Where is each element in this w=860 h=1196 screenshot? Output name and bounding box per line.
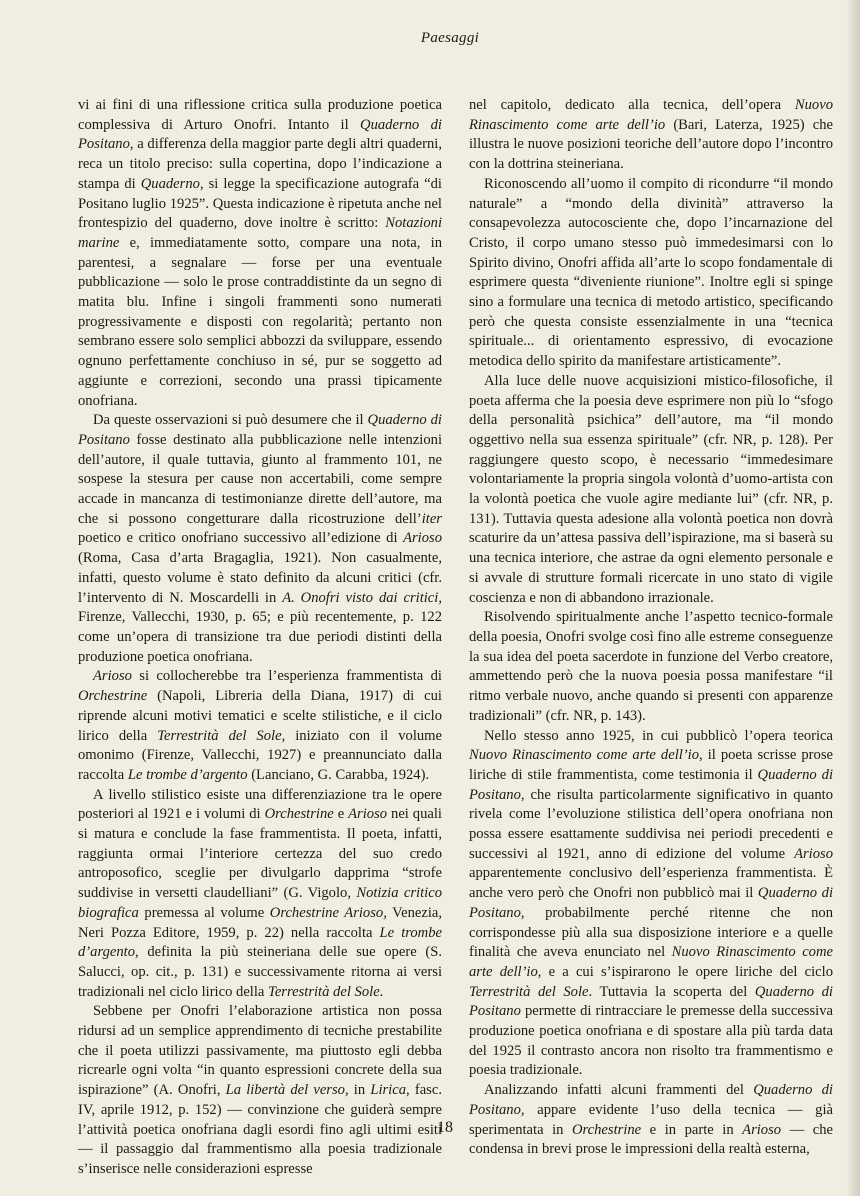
text-run: e xyxy=(333,806,349,823)
italic-title: La libertà del verso xyxy=(225,1082,345,1099)
text-run: A livello stilistico esiste una differenziazione tra le opere posteriori al 1921 e i volumi di xyxy=(78,786,442,823)
paragraph xyxy=(78,96,442,411)
text-run: Firenze, Vallecchi, 1930, p. 65; e più recentemente, p. 122 come un’opera di transizione tra due periodi distinti della produzione poetica onofriana. xyxy=(78,609,442,665)
italic-title: Quaderno di Positano xyxy=(78,412,442,448)
italic-title: Quaderno di Positano xyxy=(469,1082,833,1118)
italic-title: Arioso xyxy=(742,1121,782,1138)
text-run: (Napoli, Libreria della Diana, 1917) di cui riprende alcuni motivi tematici e scelte stilistiche, e il ciclo lirico della xyxy=(78,688,442,744)
italic-title: Notazioni marine xyxy=(78,215,442,251)
text-run: . Tuttavia la scoperta del xyxy=(588,983,755,1000)
italic-title: Arioso xyxy=(348,806,388,823)
text-run: , iniziato con il volume omonimo (Firenze, Vallecchi, 1927) e preannunciato dalla raccolta xyxy=(78,727,442,783)
italic-title: Arioso xyxy=(403,530,442,547)
italic-title: Nuovo Rinascimento come arte dell’io xyxy=(469,747,700,764)
text-run: (Bari, Laterza, 1925) che illustra le nuove posizioni teoriche dell’autore dopo l’incontro con la dottrina steineriana. xyxy=(469,116,834,173)
italic-title: Quaderno di Positano xyxy=(469,983,833,1020)
text-run: (Lanciano, G. Carabba, 1924). xyxy=(247,766,430,783)
paragraph xyxy=(78,786,442,1003)
italic-title: Orchestrine xyxy=(571,1121,642,1138)
italic-title: Arioso xyxy=(93,668,132,685)
left-column xyxy=(78,96,442,1180)
text-run: — che condensa in brevi prose le impressioni della realtà esterna, xyxy=(469,1121,833,1158)
italic-title: Le trombe d’argento xyxy=(78,924,442,961)
italic-title: Terrestrità del Sole xyxy=(469,983,589,1000)
text-run: , a differenza della maggior parte degli altri quaderni, reca un titolo preciso: sulla copertina, dopo l’indicazione a stampa di xyxy=(78,136,442,192)
italic-title: Nuovo Rinascimento come arte dell’io xyxy=(469,97,833,133)
text-run: Riconoscendo all’uomo il compito di ricondurre “il mondo naturale” a “mondo della divinità” attraverso la consapevolezza autocosciente che, dopo l’incarnazione del Cristo, il corpo umano stesso può immedesimarsi con lo Spirito divino, Onofri affida all’arte lo scopo fondamentale di esprimere questa “diveniente riunione”. Inoltre egli si spinge sino a formulare una tecnica di metodo artistico, specificando però che questa consiste essenzialmente in una “tecnica spirituale... di orientamento espressivo, di evocazione metodica dello spirito da manifestare artisticamente”. xyxy=(469,175,833,370)
paragraph xyxy=(469,727,833,1082)
page-number: 18 xyxy=(437,1119,453,1136)
text-run: Venezia, Neri Pozza Editore, 1959, p. 22) nella raccolta xyxy=(78,904,443,941)
paragraph xyxy=(469,608,833,726)
paragraph xyxy=(78,667,442,785)
paragraph xyxy=(469,372,833,608)
text-run: (Roma, Casa d’arta Bragaglia, 1921). Non casualmente, infatti, questo volume è stato definito da alcuni critici (cfr. l’intervento di N. Moscardelli in xyxy=(78,550,442,606)
text-run: e in parte in xyxy=(641,1121,743,1138)
text-run: vi ai fini di una riflessione critica sulla produzione poetica complessiva di Arturo Onofri. Intanto il xyxy=(78,97,442,133)
text-run: fosse destinato alla pubblicazione nelle intenzioni dell’autore, il quale tuttavia, giunto al frammento 101, ne sospese la stesura per cause non accertabili, come sempre accade in mancanza di testimonianze dirette dell’autore, ma che si possono congetturare dalla ricostruzione dell’ xyxy=(78,431,442,527)
italic-title: Quaderno di Positano xyxy=(469,766,833,803)
text-run: , fasc. IV, aprile 1912, p. 152) — convinzione che guiderà sempre l’attività poetica onofriana dagli esordi fino agli ultimi esiti — il passaggio dal frammentismo alla poesia tradizionale s’inserisce nelle considerazioni espresse xyxy=(78,1082,442,1177)
italic-title: Orchestrine xyxy=(78,688,148,705)
text-run: Nello stesso anno 1925, in cui pubblicò l’opera teorica xyxy=(484,727,833,744)
text-run: apparentemente conclusivo dell’esperienza frammentista. È anche vero però che Onofri non pubblicò mai il xyxy=(469,865,833,902)
italic-title: Terrestrità del Sole xyxy=(268,983,380,1000)
paragraph xyxy=(78,1002,442,1179)
text-run: permette di rintracciare le premesse della successiva produzione poetica onofriana e di spostare alla più tarda data del 1925 il contrasto ancora non risolto tra frammentismo e poesia tradizionale. xyxy=(469,1003,833,1079)
italic-title: Terrestrità del Sole xyxy=(157,727,282,744)
text-run: , definita la più steineriana delle sue opere (S. Salucci, op. cit., p. 131) e successivamente ritorna ai versi tradizionali nel ciclo lirico della xyxy=(78,944,442,1000)
text-run: . xyxy=(379,983,384,1000)
text-run: poetico e critico onofriano successivo all’edizione di xyxy=(78,530,404,547)
paragraph xyxy=(78,411,442,667)
text-run: , appare evidente l’uso della tecnica — già sperimentata in xyxy=(469,1101,833,1138)
italic-title: Quaderno xyxy=(140,175,200,192)
text-run: premessa al volume xyxy=(138,904,270,921)
paragraph xyxy=(469,96,833,175)
italic-title: A. Onofri visto dai critici, xyxy=(282,589,442,606)
text-run: , e a cui s’ispirarono le opere liriche del ciclo xyxy=(537,963,833,980)
text-run: nel capitolo, dedicato alla tecnica, dell’opera xyxy=(469,97,795,113)
running-head: Paesaggi xyxy=(420,30,480,46)
right-column xyxy=(469,96,833,1160)
italic-title: Notizia critico biografica xyxy=(78,885,442,921)
italic-title: iter xyxy=(421,510,442,527)
italic-title: Quaderno di Positano xyxy=(78,116,442,153)
text-run: , il poeta scrisse prose liriche di stile frammentista, come testimonia il xyxy=(469,747,833,783)
italic-title: Quaderno di Positano xyxy=(469,885,833,921)
italic-title: Arioso xyxy=(794,845,833,862)
text-run: Risolvendo spiritualmente anche l’aspetto tecnico-formale della poesia, Onofri svolge così fino alle estreme conseguenze la sua idea del poeta sacerdote in funzione del Verbo creatore, ammettendo però che la nuova poesia possa manifestare “il ritmo verbale nuovo, anche quando si presenti con apparenze tradizionali” (cfr. NR, p. 143). xyxy=(469,609,833,724)
text-run: , in xyxy=(344,1082,371,1099)
text-run: , si legge la specificazione autografa “di Positano luglio 1925”. Questa indicazione è ripetuta anche nel frontespizio del quaderno, dove inoltre è scritto: xyxy=(78,175,442,232)
text-run: , probabilmente perché ritenne che non corrispondesse più alla sua disposizione interiore e a quelle finalità che aveva enunciato nel xyxy=(469,904,833,961)
text-run: Alla luce delle nuove acquisizioni mistico-filosofiche, il poeta afferma che la poesia deve esprimere non più lo “sfogo della personalità psichica” dell’autore, ma “il mondo oggettivo nella sua essenza spirituale” (cfr. NR, p. 128). Per raggiungere questo scopo, è necessario “immedesimare volontariamente la propria singola volontà d’uomo-artista con la volontà poetica che vuole agire mediante lui” (cfr. NR, p. 131). Tuttavia questa adesione alla volontà poetica non dovrà scaturire da un’attesa passiva dell’ispirazione, ma si baserà su una tecnica interiore, che astrae da ogni elemento personale e si avvale di strutture formali ricercate in uno stato di vigile coscienza e non di abbandono irrazionale. xyxy=(469,372,833,606)
italic-title: Le trombe d’argento xyxy=(127,766,248,783)
italic-title: Orchestrine xyxy=(264,806,334,823)
text-run: Analizzando infatti alcuni frammenti del xyxy=(484,1082,754,1099)
text-run: nei quali si matura e conclude la fase frammentista. Il poeta, infatti, raggiunta ormai l’interiore certezza del suo credo antroposofico, sceglie per divulgarlo dapprima “strofe suddivise in versetti claudelliani” (G. Vigolo, xyxy=(78,806,442,902)
text-run: Sebbene per Onofri l’elaborazione artistica non possa ridursi ad un semplice apprendimento di tecniche prestabilite che il poeta utilizzi passivamente, ma piuttosto egli debba ricrearle ogni volta “in quanto espressioni concrete della sua ispirazione” (A. Onofri, xyxy=(78,1003,442,1099)
text-run: e, immediatamente sotto, compare una nota, in parentesi, a segnalare — forse per una eventuale pubblicazione — solo le prose contraddistinte da un segno di matita blu. Infine i singoli frammenti sono numerati progressivamente e disposti con regolarità; pertanto non sembrano essere solo semplici abbozzi da sviluppare, essendo ognuno perfettamente conchiuso in sé, pur se soggetto ad aggiunte e correzioni, secondo una prassi tipicamente onofriana. xyxy=(78,234,442,409)
text-run: , che risulta particolarmente significativo in quanto rivela come l’evoluzione stilistica dell’opera onofriana non possa essere esattamente suddivisa nei periodi precedenti e successivi al 1921, anno di edizione del volume xyxy=(469,786,833,862)
text-run: Da queste osservazioni si può desumere che il xyxy=(93,412,368,429)
paragraph xyxy=(469,175,833,372)
page-edge-shadow xyxy=(846,0,860,1196)
italic-title: Lirica xyxy=(370,1082,407,1099)
italic-title: Orchestrine Arioso, xyxy=(269,904,387,921)
italic-title: Nuovo Rinascimento come arte dell’io xyxy=(469,944,833,980)
text-run: si collocherebbe tra l’esperienza frammentista di xyxy=(131,668,442,685)
